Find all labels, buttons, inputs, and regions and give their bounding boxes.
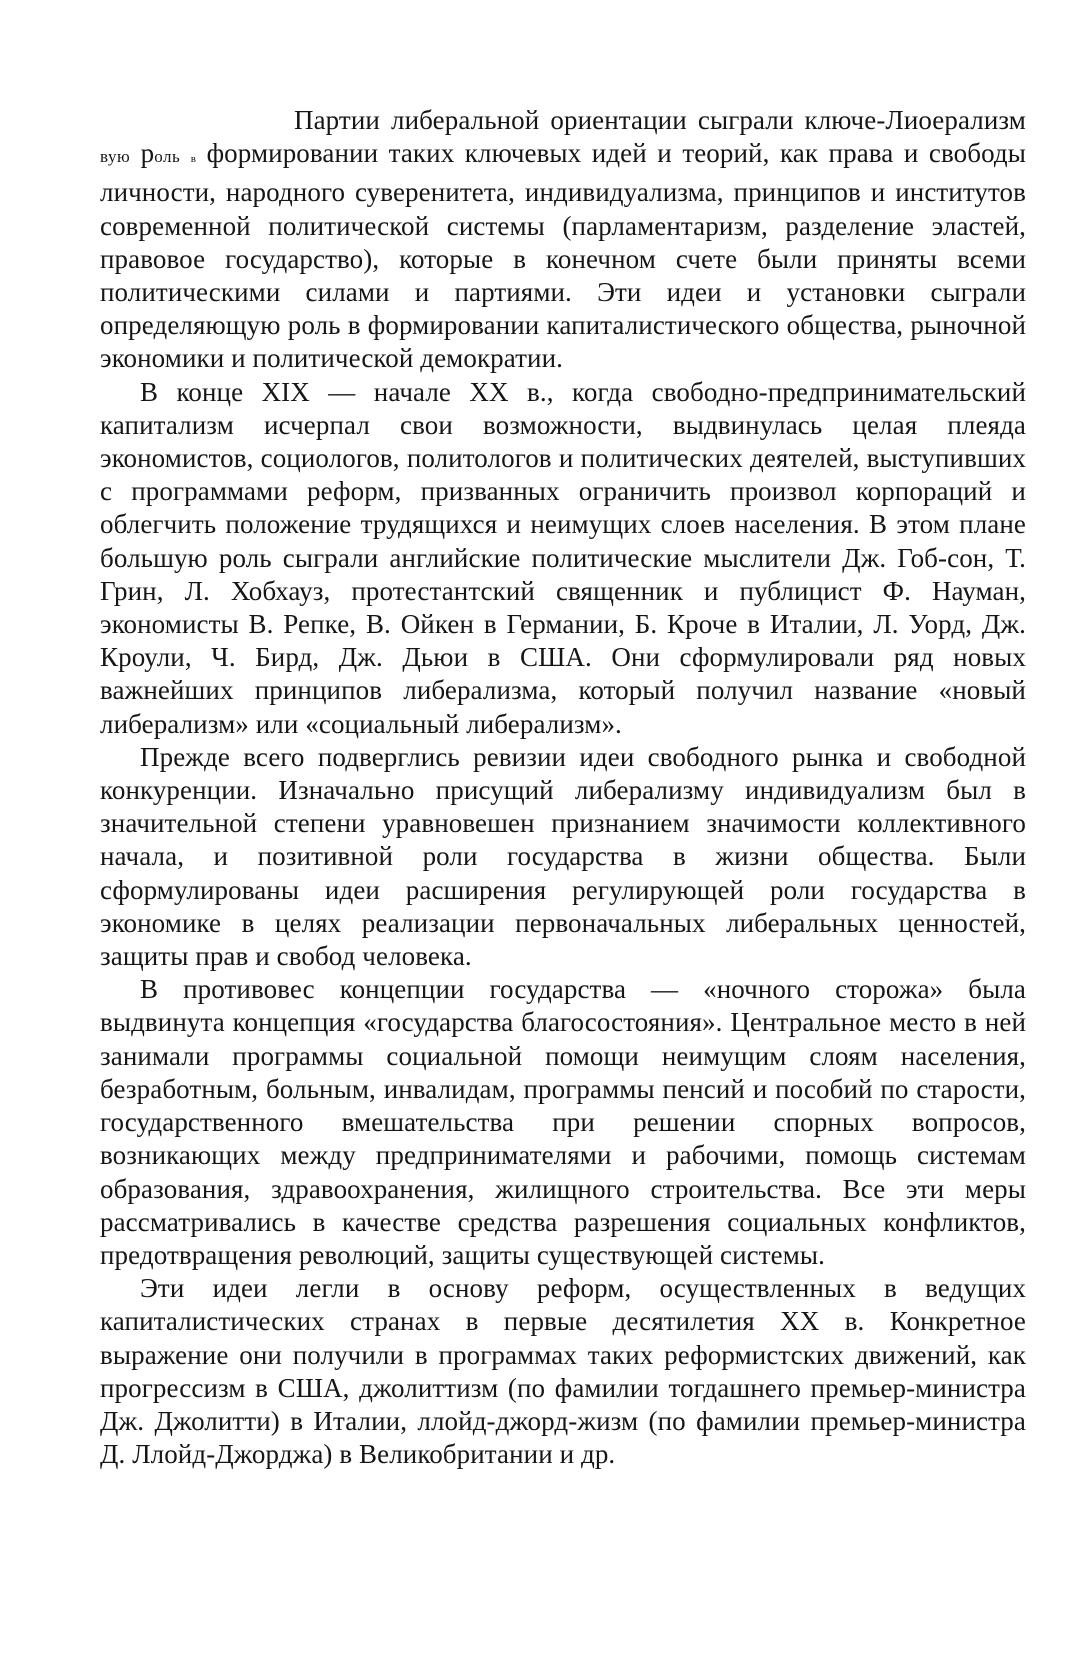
- ocr-artifact-v: в: [190, 153, 197, 166]
- paragraph-3: Прежде всего подверглись ревизии идеи свободного рынка и свободной конкуренции. Изначально присущий либерализму индивидуализм был в значительной степени уравновешен признанием значимости коллективного начала, и позитивной роли государства в жизни общества. Были сформулированы идеи расширения регулирующей роли государства в экономике в целях реализации первоначальных либеральных ценностей, защиты прав и свобод человека.: [100, 741, 1026, 972]
- ocr-artifact-r: р: [140, 138, 155, 169]
- ocr-artifact-gap: [130, 138, 141, 168]
- paragraph-1-rest: формировании таких ключевых идей и теорий, как права и свободы личности, народного суверенитета, индивидуализма, принципов и институтов современной политической системы (парламентаризм, разделение эластей, правовое государство), которые в конечном счете были приняты всеми политическими силами и партиями. Эти идеи и установки сыграли определяющую роль в формировании капиталистического общества, рыночной экономики и политической демократии.: [100, 138, 1026, 374]
- paragraph-4: В противовес концепции государства — «ночного сторожа» была выдвинута концепция «государства благосостояния». Центральное место в ней занимали программы социальной помощи неимущим слоям населения, безработным, больным, инвалидам, программы пенсий и пособий по старости, государственного вмешательства при решении спорных вопросов, возникающих между предпринимателями и рабочими, помощь системам образования, здравоохранения, жилищного строительства. Все эти меры рассматривались в качестве средства разрешения социальных конфликтов, предотвращения революций, защиты существующей системы.: [100, 974, 1026, 1270]
- paragraph-1: [100, 104, 1026, 376]
- paragraph-5: Эти идеи легли в основу реформ, осуществленных в ведущих капиталистических странах в первые десятилетия XX в. Конкретное выражение они получили в программах таких реформистских движений, как прогрессизм в США, джолиттизм (по фамилии тогдашнего премьер-министра Дж. Джолитти) в Италии, ллойд-джорд-жизм (по фамилии премьер-министра Д. Ллойд-Джорджа) в Великобритании и др.: [100, 1273, 1026, 1470]
- paragraph-1-start: Партии либеральной ориентации сыграли ключе-Лиоерализм: [294, 105, 1026, 135]
- ocr-artifact-ol: оль: [154, 147, 181, 167]
- paragraph-2: В конце XIX — начале XX в., когда свободно-предпринимательский капитализм исчерпал свои возможности, выдвинулась целая плеяда экономистов, социологов, политологов и политических деятелей, выступивших с программами реформ, призванных ограничить произвол корпораций и облегчить положение трудящихся и неимущих слоев населения. В этом плане большую роль сыграли английские политические мыслители Дж. Гоб-сон, Т. Грин, Л. Хобхауз, протестантский священник и публицист Ф. Науман, экономисты В. Репке, В. Ойкен в Германии, Б. Кроче в Италии, Л. Уорд, Дж. Кроули, Ч. Бирд, Дж. Дьюи в США. Они сформулировали ряд новых важнейших принципов либерализма, который получил название «новый либерализм» или «социальный либерализм».: [100, 376, 1026, 739]
- body-text: [100, 104, 1026, 1471]
- ocr-artifact-vuyu: вую: [100, 147, 131, 167]
